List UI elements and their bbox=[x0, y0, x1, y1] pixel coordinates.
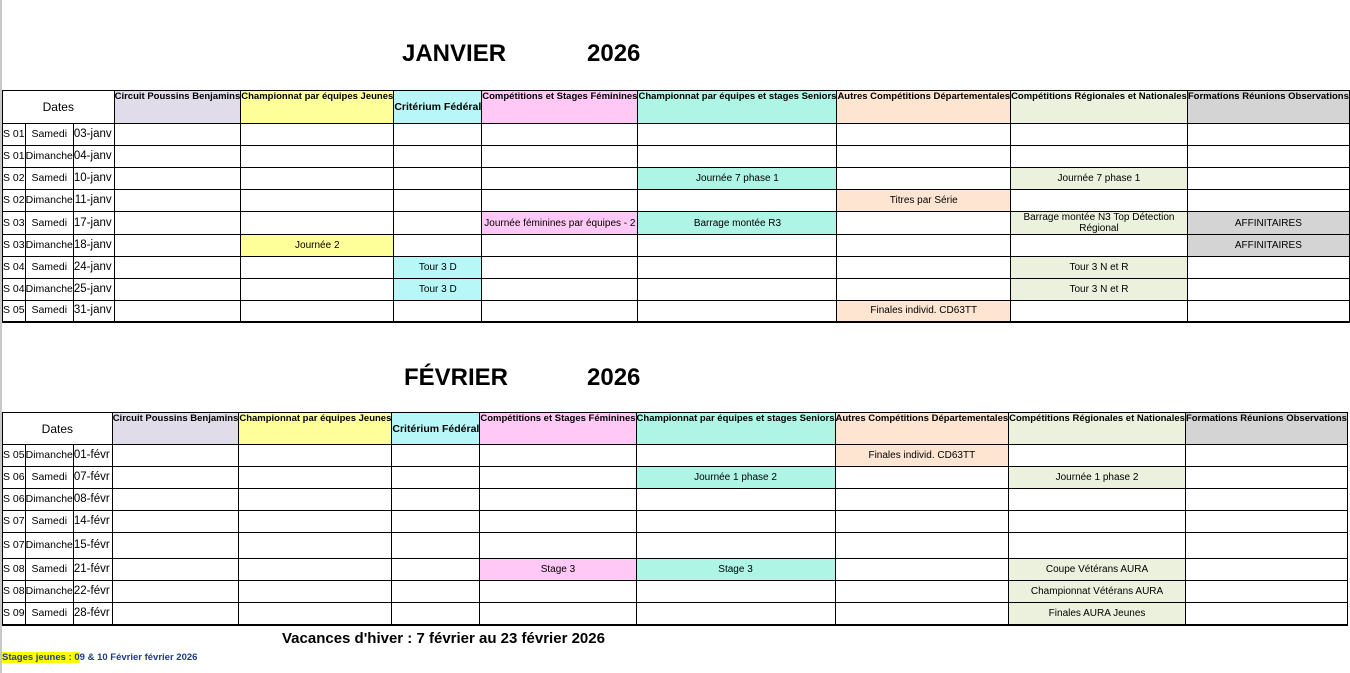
event-cell-jeunes bbox=[241, 124, 394, 146]
event-cell-criterium bbox=[392, 533, 480, 559]
table-row bbox=[3, 445, 1348, 467]
event-cell-jeunes bbox=[239, 559, 392, 581]
event-cell-jeunes bbox=[241, 301, 394, 322]
event-cell-formations bbox=[1185, 467, 1347, 489]
month-title-fevrier: FÉVRIER bbox=[404, 364, 509, 391]
event-cell-criterium bbox=[392, 603, 480, 625]
year-title-fevrier: 2026 bbox=[587, 364, 641, 391]
event-cell-seniors: Journée 1 phase 2 bbox=[636, 467, 835, 489]
header-row bbox=[3, 91, 1350, 124]
table-row bbox=[3, 581, 1348, 603]
week-cell: S 03 bbox=[3, 212, 26, 235]
event-cell-poussins bbox=[112, 581, 239, 603]
week-cell: S 02 bbox=[3, 190, 26, 212]
week-cell: S 04 bbox=[3, 257, 26, 279]
day-cell: Samedi bbox=[25, 257, 73, 279]
event-cell-jeunes: Journée 2 bbox=[241, 235, 394, 257]
header-poussins: Circuit Poussins Benjamins bbox=[114, 91, 241, 124]
event-cell-criterium bbox=[394, 146, 482, 168]
date-cell: 01-févr bbox=[73, 445, 112, 467]
day-cell: Samedi bbox=[25, 124, 73, 146]
event-cell-feminines: Stage 3 bbox=[480, 559, 636, 581]
table-row bbox=[3, 235, 1350, 257]
day-cell: Samedi bbox=[25, 603, 73, 625]
event-cell-poussins bbox=[112, 511, 239, 533]
header-jeunes: Championnat par équipes Jeunes bbox=[239, 413, 392, 445]
day-cell: Samedi bbox=[25, 212, 73, 235]
event-cell-criterium bbox=[392, 489, 480, 511]
event-cell-formations bbox=[1187, 257, 1349, 279]
event-cell-departementales bbox=[835, 467, 1009, 489]
calendar-table-fevrier bbox=[2, 412, 1348, 626]
event-cell-poussins bbox=[114, 146, 241, 168]
event-cell-poussins bbox=[114, 124, 241, 146]
event-cell-feminines bbox=[482, 235, 638, 257]
week-cell: S 07 bbox=[3, 511, 26, 533]
event-cell-poussins bbox=[114, 190, 241, 212]
event-cell-regionales: Championnat Vétérans AURA bbox=[1009, 581, 1186, 603]
table-row bbox=[3, 559, 1348, 581]
table-row bbox=[3, 190, 1350, 212]
event-cell-poussins bbox=[112, 559, 239, 581]
event-cell-seniors: Journée 7 phase 1 bbox=[638, 168, 837, 190]
header-seniors: Championnat par équipes et stages Seniors bbox=[638, 91, 837, 124]
week-cell: S 09 bbox=[3, 603, 26, 625]
event-cell-seniors bbox=[638, 279, 837, 301]
event-cell-criterium bbox=[392, 581, 480, 603]
week-cell: S 05 bbox=[3, 301, 26, 322]
event-cell-regionales bbox=[1011, 301, 1188, 322]
event-cell-formations bbox=[1187, 168, 1349, 190]
event-cell-seniors bbox=[638, 257, 837, 279]
week-cell: S 07 bbox=[3, 533, 26, 559]
event-cell-departementales bbox=[837, 257, 1011, 279]
event-cell-criterium: Tour 3 D bbox=[394, 257, 482, 279]
header-criterium: Critérium Fédéral bbox=[394, 91, 482, 124]
week-cell: S 03 bbox=[3, 235, 26, 257]
table-row bbox=[3, 212, 1350, 235]
event-cell-departementales bbox=[835, 559, 1009, 581]
header-regionales: Compétitions Régionales et Nationales bbox=[1009, 413, 1186, 445]
week-cell: S 04 bbox=[3, 279, 26, 301]
event-cell-formations bbox=[1185, 559, 1347, 581]
event-cell-regionales bbox=[1011, 124, 1188, 146]
event-cell-departementales: Finales individ. CD63TT bbox=[837, 301, 1011, 322]
table-row bbox=[3, 467, 1348, 489]
table-row bbox=[3, 511, 1348, 533]
event-cell-regionales bbox=[1009, 533, 1186, 559]
event-cell-feminines bbox=[480, 581, 636, 603]
event-cell-formations bbox=[1187, 279, 1349, 301]
event-cell-jeunes bbox=[239, 445, 392, 467]
event-cell-formations bbox=[1185, 489, 1347, 511]
date-cell: 18-janv bbox=[73, 235, 114, 257]
event-cell-departementales bbox=[837, 279, 1011, 301]
header-departementales: Autres Compétitions Départementales bbox=[837, 91, 1011, 124]
event-cell-formations bbox=[1185, 581, 1347, 603]
day-cell: Samedi bbox=[25, 559, 73, 581]
table-row bbox=[3, 168, 1350, 190]
day-cell: Dimanche bbox=[25, 445, 73, 467]
day-cell: Dimanche bbox=[25, 190, 73, 212]
header-regionales: Compétitions Régionales et Nationales bbox=[1011, 91, 1188, 124]
event-cell-criterium bbox=[394, 190, 482, 212]
header-feminines: Compétitions et Stages Féminines bbox=[480, 413, 636, 445]
event-cell-regionales bbox=[1009, 445, 1186, 467]
event-cell-seniors bbox=[636, 511, 835, 533]
event-cell-departementales bbox=[837, 124, 1011, 146]
day-cell: Samedi bbox=[25, 168, 73, 190]
table-row bbox=[3, 603, 1348, 625]
event-cell-jeunes bbox=[239, 533, 392, 559]
event-cell-formations bbox=[1187, 124, 1349, 146]
date-cell: 31-janv bbox=[73, 301, 114, 322]
header-feminines: Compétitions et Stages Féminines bbox=[482, 91, 638, 124]
event-cell-departementales bbox=[835, 581, 1009, 603]
event-cell-formations bbox=[1187, 146, 1349, 168]
event-cell-departementales: Titres par Série bbox=[837, 190, 1011, 212]
week-cell: S 01 bbox=[3, 146, 26, 168]
event-cell-criterium bbox=[392, 559, 480, 581]
event-cell-seniors bbox=[636, 445, 835, 467]
event-cell-seniors bbox=[636, 489, 835, 511]
event-cell-departementales bbox=[835, 489, 1009, 511]
event-cell-formations: AFFINITAIRES bbox=[1187, 212, 1349, 235]
event-cell-feminines: Journée féminines par équipes - 2 bbox=[482, 212, 638, 235]
event-cell-regionales: Journée 7 phase 1 bbox=[1011, 168, 1188, 190]
event-cell-seniors bbox=[638, 235, 837, 257]
header-seniors: Championnat par équipes et stages Seniors bbox=[636, 413, 835, 445]
stages-jeunes-note bbox=[2, 652, 197, 663]
event-cell-jeunes bbox=[239, 489, 392, 511]
date-cell: 28-févr bbox=[73, 603, 112, 625]
event-cell-jeunes bbox=[239, 511, 392, 533]
event-cell-seniors: Barrage montée R3 bbox=[638, 212, 837, 235]
event-cell-regionales bbox=[1011, 146, 1188, 168]
event-cell-poussins bbox=[112, 467, 239, 489]
day-cell: Dimanche bbox=[25, 533, 73, 559]
event-cell-poussins bbox=[114, 279, 241, 301]
day-cell: Dimanche bbox=[25, 489, 73, 511]
event-cell-regionales bbox=[1011, 235, 1188, 257]
event-cell-formations bbox=[1185, 533, 1347, 559]
week-cell: S 05 bbox=[3, 445, 26, 467]
event-cell-criterium bbox=[394, 301, 482, 322]
event-cell-feminines bbox=[480, 511, 636, 533]
week-cell: S 08 bbox=[3, 581, 26, 603]
stages-label: Stages jeunes : 0 bbox=[2, 652, 80, 663]
table-row bbox=[3, 124, 1350, 146]
date-cell: 03-janv bbox=[73, 124, 114, 146]
event-cell-formations bbox=[1185, 511, 1347, 533]
header-formations: Formations Réunions Observations bbox=[1187, 91, 1349, 124]
date-cell: 15-févr bbox=[73, 533, 112, 559]
day-cell: Dimanche bbox=[25, 146, 73, 168]
header-poussins: Circuit Poussins Benjamins bbox=[112, 413, 239, 445]
calendar-table-janvier bbox=[2, 90, 1350, 323]
table-row bbox=[3, 489, 1348, 511]
event-cell-departementales bbox=[835, 511, 1009, 533]
event-cell-jeunes bbox=[241, 168, 394, 190]
event-cell-regionales: Barrage montée N3 Top Détection Régional bbox=[1011, 212, 1188, 235]
event-cell-jeunes bbox=[239, 603, 392, 625]
event-cell-departementales: Finales individ. CD63TT bbox=[835, 445, 1009, 467]
event-cell-departementales bbox=[837, 212, 1011, 235]
event-cell-poussins bbox=[114, 301, 241, 322]
week-cell: S 01 bbox=[3, 124, 26, 146]
day-cell: Dimanche bbox=[25, 279, 73, 301]
event-cell-feminines bbox=[482, 146, 638, 168]
date-cell: 08-févr bbox=[73, 489, 112, 511]
event-cell-jeunes bbox=[241, 190, 394, 212]
event-cell-formations: AFFINITAIRES bbox=[1187, 235, 1349, 257]
day-cell: Samedi bbox=[25, 467, 73, 489]
event-cell-feminines bbox=[482, 168, 638, 190]
event-cell-criterium bbox=[392, 445, 480, 467]
month-title-janvier: JANVIER bbox=[402, 40, 507, 67]
event-cell-departementales bbox=[835, 603, 1009, 625]
date-cell: 22-févr bbox=[73, 581, 112, 603]
day-cell: Samedi bbox=[25, 301, 73, 322]
event-cell-regionales bbox=[1009, 489, 1186, 511]
header-formations: Formations Réunions Observations bbox=[1185, 413, 1347, 445]
event-cell-regionales: Journée 1 phase 2 bbox=[1009, 467, 1186, 489]
event-cell-criterium bbox=[392, 467, 480, 489]
event-cell-seniors bbox=[638, 190, 837, 212]
day-cell: Dimanche bbox=[25, 581, 73, 603]
event-cell-formations bbox=[1187, 190, 1349, 212]
event-cell-feminines bbox=[480, 489, 636, 511]
event-cell-jeunes bbox=[239, 467, 392, 489]
date-cell: 10-janv bbox=[73, 168, 114, 190]
event-cell-feminines bbox=[480, 533, 636, 559]
event-cell-seniors: Stage 3 bbox=[636, 559, 835, 581]
event-cell-seniors bbox=[636, 533, 835, 559]
table-row bbox=[3, 533, 1348, 559]
event-cell-feminines bbox=[482, 279, 638, 301]
event-cell-feminines bbox=[480, 467, 636, 489]
date-cell: 14-févr bbox=[73, 511, 112, 533]
event-cell-seniors bbox=[638, 301, 837, 322]
event-cell-departementales bbox=[837, 168, 1011, 190]
event-cell-criterium bbox=[394, 212, 482, 235]
day-cell: Dimanche bbox=[25, 235, 73, 257]
event-cell-poussins bbox=[112, 603, 239, 625]
event-cell-jeunes bbox=[241, 212, 394, 235]
week-cell: S 06 bbox=[3, 467, 26, 489]
event-cell-regionales: Coupe Vétérans AURA bbox=[1009, 559, 1186, 581]
event-cell-jeunes bbox=[239, 581, 392, 603]
header-criterium: Critérium Fédéral bbox=[392, 413, 480, 445]
event-cell-departementales bbox=[837, 235, 1011, 257]
table-row bbox=[3, 279, 1350, 301]
event-cell-poussins bbox=[112, 489, 239, 511]
date-cell: 25-janv bbox=[73, 279, 114, 301]
date-cell: 07-févr bbox=[73, 467, 112, 489]
header-jeunes: Championnat par équipes Jeunes bbox=[241, 91, 394, 124]
event-cell-departementales bbox=[835, 533, 1009, 559]
event-cell-feminines bbox=[482, 190, 638, 212]
event-cell-jeunes bbox=[241, 279, 394, 301]
event-cell-feminines bbox=[482, 124, 638, 146]
date-cell: 24-janv bbox=[73, 257, 114, 279]
event-cell-formations bbox=[1185, 445, 1347, 467]
event-cell-seniors bbox=[636, 603, 835, 625]
header-dates: Dates bbox=[3, 413, 113, 445]
event-cell-criterium bbox=[394, 124, 482, 146]
header-dates: Dates bbox=[3, 91, 115, 124]
event-cell-poussins bbox=[114, 257, 241, 279]
event-cell-seniors bbox=[638, 146, 837, 168]
date-cell: 11-janv bbox=[73, 190, 114, 212]
event-cell-regionales: Finales AURA Jeunes bbox=[1009, 603, 1186, 625]
date-cell: 21-févr bbox=[73, 559, 112, 581]
event-cell-jeunes bbox=[241, 257, 394, 279]
header-row bbox=[3, 413, 1348, 445]
header-departementales: Autres Compétitions Départementales bbox=[835, 413, 1009, 445]
event-cell-feminines bbox=[480, 603, 636, 625]
event-cell-regionales bbox=[1011, 190, 1188, 212]
event-cell-formations bbox=[1185, 603, 1347, 625]
event-cell-formations bbox=[1187, 301, 1349, 322]
week-cell: S 02 bbox=[3, 168, 26, 190]
event-cell-criterium bbox=[394, 168, 482, 190]
year-title-janvier: 2026 bbox=[587, 40, 641, 67]
event-cell-regionales bbox=[1009, 511, 1186, 533]
event-cell-regionales: Tour 3 N et R bbox=[1011, 257, 1188, 279]
event-cell-feminines bbox=[482, 257, 638, 279]
event-cell-jeunes bbox=[241, 146, 394, 168]
table-row bbox=[3, 146, 1350, 168]
date-cell: 17-janv bbox=[73, 212, 114, 235]
event-cell-poussins bbox=[112, 533, 239, 559]
table-row bbox=[3, 257, 1350, 279]
event-cell-poussins bbox=[112, 445, 239, 467]
day-cell: Samedi bbox=[25, 511, 73, 533]
stages-dates: 9 & 10 Février février 2026 bbox=[79, 652, 198, 663]
event-cell-feminines bbox=[480, 445, 636, 467]
date-cell: 04-janv bbox=[73, 146, 114, 168]
event-cell-poussins bbox=[114, 168, 241, 190]
event-cell-poussins bbox=[114, 212, 241, 235]
event-cell-seniors bbox=[638, 124, 837, 146]
event-cell-feminines bbox=[482, 301, 638, 322]
week-cell: S 06 bbox=[3, 489, 26, 511]
event-cell-departementales bbox=[837, 146, 1011, 168]
event-cell-poussins bbox=[114, 235, 241, 257]
event-cell-criterium: Tour 3 D bbox=[394, 279, 482, 301]
week-cell: S 08 bbox=[3, 559, 26, 581]
event-cell-criterium bbox=[394, 235, 482, 257]
event-cell-seniors bbox=[636, 581, 835, 603]
table-row bbox=[3, 301, 1350, 322]
event-cell-regionales: Tour 3 N et R bbox=[1011, 279, 1188, 301]
event-cell-criterium bbox=[392, 511, 480, 533]
vacances-note: Vacances d'hiver : 7 février au 23 février 2026 bbox=[282, 630, 605, 647]
